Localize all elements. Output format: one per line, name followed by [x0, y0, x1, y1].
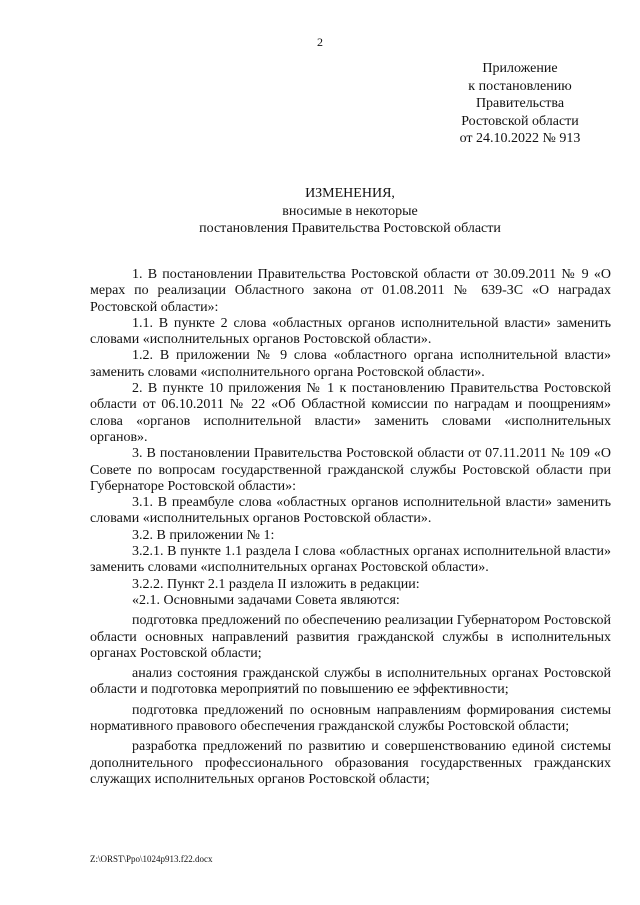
paragraph: разработка предложений по развитию и совершенствованию единой системы дополнительного профессионального образования государственных гражданских служащих исполнительных органов Ростовской области;	[90, 739, 611, 787]
heading-subtitle-line: вносимые в некоторые	[282, 203, 418, 219]
paragraph: подготовка предложений по основным направлениям формирования системы нормативного правового обеспечения гражданской службы Ростовской области;	[90, 702, 611, 735]
paragraph: 2. В пункте 10 приложения № 1 к постановлению Правительства Ростовской области от 06.10.2011 № 22 «Об Областной комиссии по наградам и поощрениям» слова «органов исполнительной власти» заменить словами «исполнительных органов».	[90, 381, 611, 445]
document-heading	[0, 185, 640, 238]
footer-file-path: Z:\ORST\Ppo\1024p913.f22.docx	[90, 854, 213, 864]
annex-line: к постановлению	[468, 78, 572, 94]
annex-line: Приложение	[482, 61, 558, 76]
annex-line: Ростовской области	[461, 113, 579, 129]
heading-subtitle-line: постановления Правительства Ростовской области	[199, 221, 501, 236]
paragraph: 3.2.1. В пункте 1.1 раздела I слова «областных органах исполнительной власти» заменить словами «исполнительных органах Ростовской области».	[90, 544, 611, 576]
annex-block	[440, 60, 600, 148]
paragraph: 3.2.2. Пункт 2.1 раздела II изложить в редакции:	[132, 576, 420, 592]
paragraph: 3.2. В приложении № 1:	[132, 527, 275, 543]
paragraph: 1.2. В приложении № 9 слова «областного органа исполнительной власти» заменить словами «исполнительного органа Ростовской области».	[90, 348, 611, 380]
document-body	[90, 267, 611, 788]
paragraph: анализ состояния гражданской службы в исполнительных органах Ростовской области и подготовка мероприятий по повышению ее эффективности;	[90, 666, 611, 698]
page-number: 2	[317, 35, 323, 49]
paragraph: 3. В постановлении Правительства Ростовской области от 07.11.2011 № 109 «О Совете по вопросам государственной гражданской службы Ростовской области при Губернаторе Ростовской области»:	[90, 446, 611, 494]
paragraph: 1. В постановлении Правительства Ростовской области от 30.09.2011 № 9 «О мерах по реализации Областного закона от 01.08.2011 № 639-ЗС «О наградах Ростовской области»:	[90, 267, 611, 315]
heading-title: ИЗМЕНЕНИЯ,	[305, 186, 395, 201]
annex-line: от 24.10.2022 № 913	[459, 131, 581, 146]
paragraph: «2.1. Основными задачами Совета являются:	[132, 592, 400, 608]
paragraph: 1.1. В пункте 2 слова «областных органов исполнительной власти» заменить словами «исполнительных органов Ростовской области».	[90, 315, 611, 348]
annex-line: Правительства	[475, 96, 565, 111]
paragraph: подготовка предложений по обеспечению реализации Губернатором Ростовской области основных направлений развития гражданской службы в исполнительных органах Ростовской области;	[90, 613, 611, 661]
paragraph: 3.1. В преамбуле слова «областных органов исполнительной власти» заменить словами «исполнительных органов Ростовской области».	[90, 495, 611, 527]
